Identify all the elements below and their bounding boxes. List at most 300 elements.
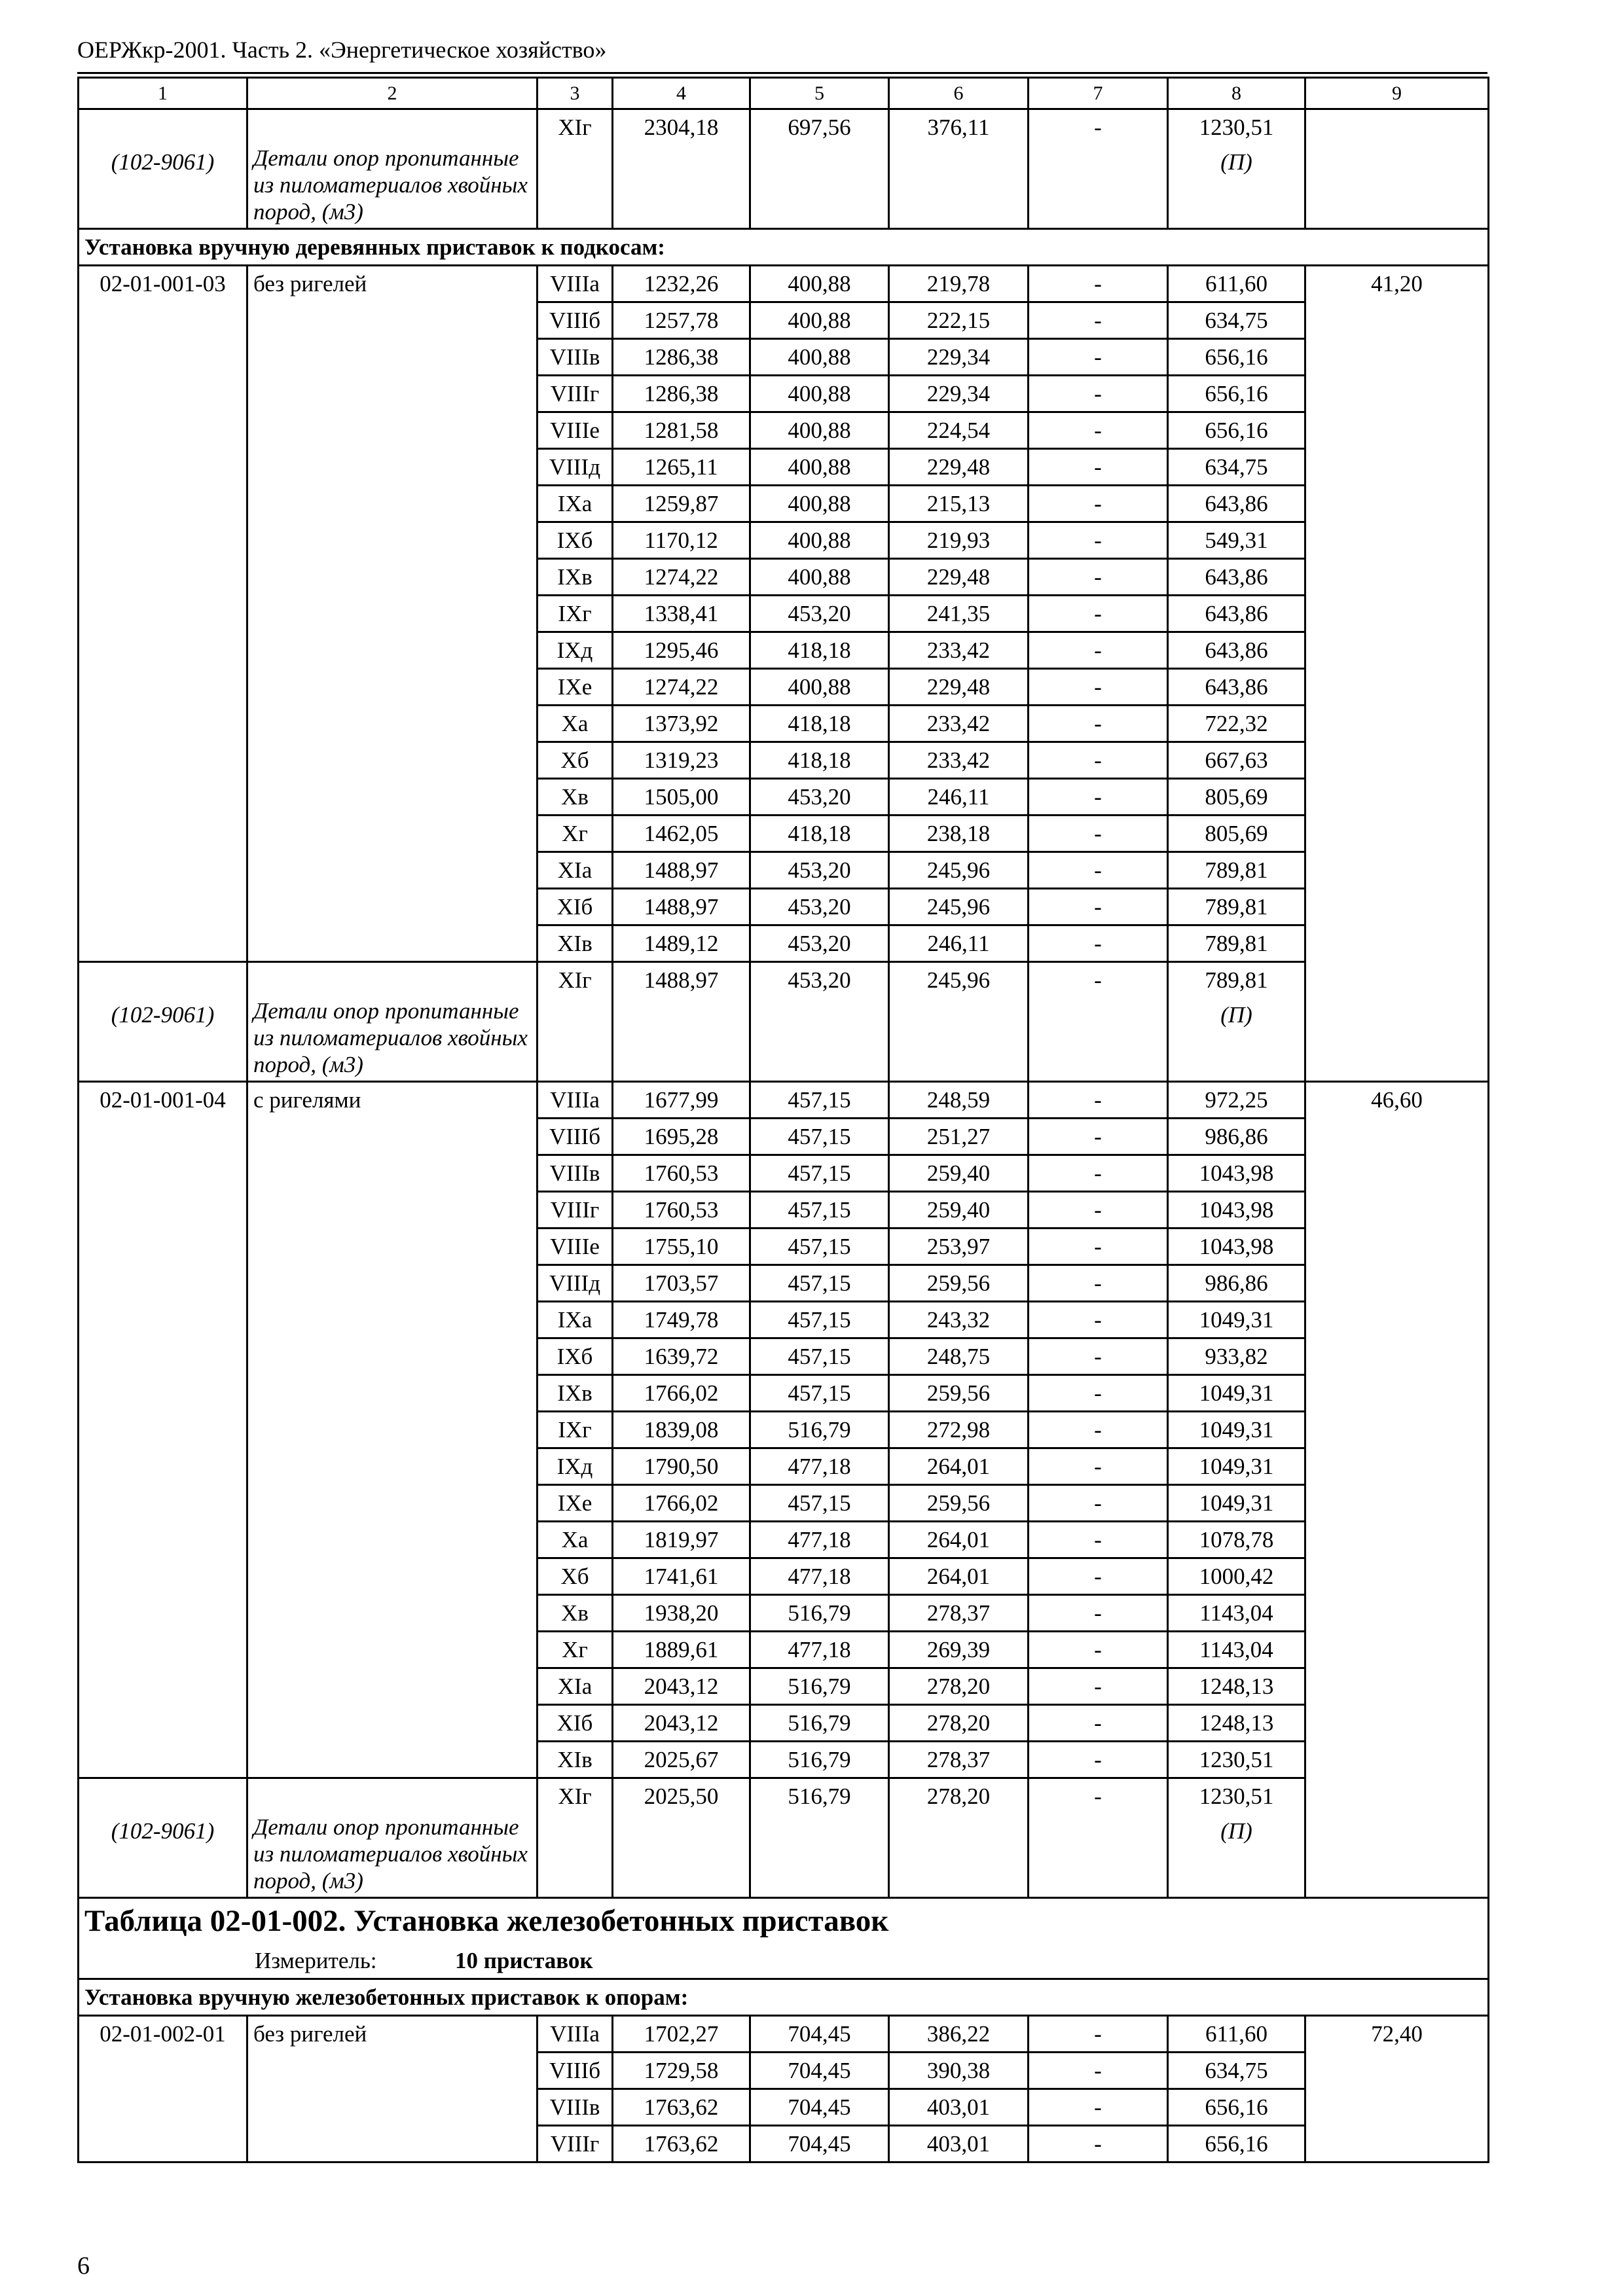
top-v5: 697,56 [750, 109, 889, 229]
name-cell: с ригелями [247, 1082, 538, 1778]
column-number: 5 [750, 78, 889, 109]
value-col7: - [1029, 1082, 1168, 1119]
value-col8: 722,32 [1168, 706, 1305, 742]
zone-cell: Xа [538, 1522, 613, 1558]
value-col5: 400,88 [750, 302, 889, 339]
value-col6: 259,40 [889, 1192, 1029, 1229]
value-col8: 634,75 [1168, 449, 1305, 486]
value-col5: 418,18 [750, 632, 889, 669]
value-col7: - [1029, 1705, 1168, 1742]
zone-cell: VIIIг [538, 2126, 613, 2162]
material-name-text: Детали опор пропитанные из пиломатериалов хвойных пород, (м3) [253, 1814, 528, 1893]
value-col4: 1639,72 [613, 1338, 750, 1375]
value-col6: 259,56 [889, 1485, 1029, 1522]
value-col8: 1078,78 [1168, 1522, 1305, 1558]
value-col6: 229,48 [889, 559, 1029, 596]
value-col4: 1505,00 [613, 779, 750, 816]
value-col4: 1488,97 [613, 852, 750, 889]
value-col8: 656,16 [1168, 339, 1305, 376]
value-col6: 278,20 [889, 1705, 1029, 1742]
column-number: 4 [613, 78, 750, 109]
value-col6: 278,20 [889, 1668, 1029, 1705]
value-col7: - [1029, 1412, 1168, 1448]
value-col7: - [1029, 1229, 1168, 1265]
value-col5: 477,18 [750, 1522, 889, 1558]
zone-cell: IXд [538, 632, 613, 669]
value-col5: 400,88 [750, 522, 889, 559]
measure-row [79, 1943, 1489, 1979]
value-col4: 1938,20 [613, 1595, 750, 1632]
value-col4: 1295,46 [613, 632, 750, 669]
value-col6: 222,15 [889, 302, 1029, 339]
value-col7: - [1029, 1302, 1168, 1338]
zone-cell: VIIIб [538, 2053, 613, 2089]
value-col5: 453,20 [750, 779, 889, 816]
section-heading-row [79, 229, 1489, 266]
value-col4: 1170,12 [613, 522, 750, 559]
table-title-row [79, 1898, 1489, 1944]
measure-value: 10 приставок [455, 1948, 593, 1973]
value-col5: 400,88 [750, 266, 889, 302]
value-col8: 611,60 [1168, 266, 1305, 302]
value-col7: - [1029, 2089, 1168, 2126]
value-col6: 403,01 [889, 2126, 1029, 2162]
value-col6: 269,39 [889, 1632, 1029, 1668]
value-col4: 1766,02 [613, 1485, 750, 1522]
material-name [247, 1778, 538, 1898]
zone-cell: VIIIд [538, 449, 613, 486]
table-row [79, 266, 1489, 302]
top-v4: 2304,18 [613, 109, 750, 229]
value-col4: 1749,78 [613, 1302, 750, 1338]
table-row [79, 109, 1489, 229]
zone-cell: IXв [538, 1375, 613, 1412]
value-col6: 229,48 [889, 669, 1029, 706]
zone-cell: IXв [538, 559, 613, 596]
value-col7: - [1029, 486, 1168, 522]
value-col7: - [1029, 779, 1168, 816]
value-col4: 1790,50 [613, 1448, 750, 1485]
value-col7: - [1029, 2016, 1168, 2053]
value-col5: 457,15 [750, 1082, 889, 1119]
value-col4: 1695,28 [613, 1119, 750, 1155]
name-cell: без ригелей [247, 266, 538, 962]
value-col4: 1274,22 [613, 669, 750, 706]
value-col7: - [1029, 632, 1168, 669]
value-col7: - [1029, 925, 1168, 962]
value-col4: 1766,02 [613, 1375, 750, 1412]
value-col6: 246,11 [889, 925, 1029, 962]
value-col5: 457,15 [750, 1155, 889, 1192]
value-col6: 219,78 [889, 266, 1029, 302]
table-row [79, 2016, 1489, 2053]
value-col4: 1286,38 [613, 339, 750, 376]
value-col6: 264,01 [889, 1448, 1029, 1485]
value-col6: 403,01 [889, 2089, 1029, 2126]
value-col8: 1049,31 [1168, 1485, 1305, 1522]
value-col5: 457,15 [750, 1265, 889, 1302]
value-col7: - [1029, 742, 1168, 779]
material-code-text: (102-9061) [111, 1818, 215, 1844]
value-col4: 1257,78 [613, 302, 750, 339]
column-number: 8 [1168, 78, 1305, 109]
zone-cell: VIIIв [538, 339, 613, 376]
value-col7: - [1029, 1632, 1168, 1668]
value-col7: - [1029, 302, 1168, 339]
value-col5: 418,18 [750, 816, 889, 852]
value-col7: - [1029, 669, 1168, 706]
zone-cell: IXе [538, 669, 613, 706]
value-col4: 1274,22 [613, 559, 750, 596]
value-col9 [1305, 109, 1489, 229]
value-col6: 224,54 [889, 412, 1029, 449]
value-col5: 453,20 [750, 962, 889, 1082]
value-col6: 238,18 [889, 816, 1029, 852]
value-col4: 1703,57 [613, 1265, 750, 1302]
value-col7: - [1029, 266, 1168, 302]
code-cell: 02-01-002-01 [79, 2016, 247, 2162]
value-col4: 1286,38 [613, 376, 750, 412]
column-number: 2 [247, 78, 538, 109]
value-col7: - [1029, 1668, 1168, 1705]
value-col7: - [1029, 522, 1168, 559]
table-row [79, 1082, 1489, 1119]
page-header: ОЕРЖкр-2001. Часть 2. «Энергетическое хозяйство» [77, 37, 607, 63]
value-col8: 1049,31 [1168, 1412, 1305, 1448]
value-col5: 704,45 [750, 2126, 889, 2162]
value-col7: - [1029, 706, 1168, 742]
value-col5: 418,18 [750, 742, 889, 779]
zone-cell: XIв [538, 1742, 613, 1778]
header-rule [77, 72, 1487, 74]
value-col6: 272,98 [889, 1412, 1029, 1448]
value-col4: 2025,67 [613, 1742, 750, 1778]
value-col8: 643,86 [1168, 596, 1305, 632]
value-col6: 229,34 [889, 339, 1029, 376]
column-number: 7 [1029, 78, 1168, 109]
value-col4: 2025,50 [613, 1778, 750, 1898]
value-col5: 400,88 [750, 559, 889, 596]
zone-cell: VIIIа [538, 2016, 613, 2053]
zone-cell: VIIIд [538, 1265, 613, 1302]
value-col8: 1049,31 [1168, 1302, 1305, 1338]
value-col5: 457,15 [750, 1229, 889, 1265]
zone-cell: XIб [538, 1705, 613, 1742]
value-col7: - [1029, 1448, 1168, 1485]
value-col8: 656,16 [1168, 2089, 1305, 2126]
zone-cell: Xв [538, 779, 613, 816]
value-col8: 643,86 [1168, 669, 1305, 706]
value-col5: 400,88 [750, 486, 889, 522]
value-col7: - [1029, 2053, 1168, 2089]
zone-cell: XIб [538, 889, 613, 925]
material-name-text: Детали опор пропитанные из пиломатериалов хвойных пород, (м3) [253, 145, 528, 224]
zone-cell: VIIIг [538, 376, 613, 412]
value-col5: 516,79 [750, 1668, 889, 1705]
zone-cell: VIIIв [538, 1155, 613, 1192]
value-col6: 253,97 [889, 1229, 1029, 1265]
value-col7: - [1029, 962, 1168, 1082]
column-number-row [79, 78, 1489, 109]
value-col8: 634,75 [1168, 302, 1305, 339]
value-col4: 1232,26 [613, 266, 750, 302]
value-col6: 233,42 [889, 706, 1029, 742]
zone-cell: Xб [538, 1558, 613, 1595]
zone-cell: Xг [538, 816, 613, 852]
value-col4: 1760,53 [613, 1155, 750, 1192]
value-col7: - [1029, 1485, 1168, 1522]
value-col6: 251,27 [889, 1119, 1029, 1155]
code-cell: 02-01-001-04 [79, 1082, 247, 1778]
value-col5: 457,15 [750, 1338, 889, 1375]
value-col8: 1248,13 [1168, 1705, 1305, 1742]
zone-cell: IXд [538, 1448, 613, 1485]
zone-cell: VIIIв [538, 2089, 613, 2126]
value-col4: 2043,12 [613, 1668, 750, 1705]
value-col5: 516,79 [750, 1595, 889, 1632]
value-col7: - [1029, 1338, 1168, 1375]
value-col5: 516,79 [750, 1705, 889, 1742]
value-col8: 933,82 [1168, 1338, 1305, 1375]
value-col5: 477,18 [750, 1632, 889, 1668]
value-col7: - [1029, 376, 1168, 412]
value-col8-text: 1230,51 [1199, 1784, 1274, 1809]
measure-label: Измеритель: [255, 1948, 377, 1973]
value-col8-text: 789,81 [1205, 967, 1268, 993]
section-heading: Установка вручную железобетонных приставок к опорам: [79, 1979, 1489, 2016]
value-col4: 1265,11 [613, 449, 750, 486]
measure-cell [79, 1943, 1489, 1979]
value-col5: 400,88 [750, 376, 889, 412]
zone-cell: IXб [538, 522, 613, 559]
value-col8: 1230,51 [1168, 1742, 1305, 1778]
value-col9: 41,20 [1305, 266, 1489, 1082]
value-col8: 805,69 [1168, 816, 1305, 852]
value-col5: 400,88 [750, 669, 889, 706]
value-col6: 264,01 [889, 1558, 1029, 1595]
value-col7: - [1029, 1595, 1168, 1632]
value-col7: - [1029, 449, 1168, 486]
value-col6: 248,75 [889, 1338, 1029, 1375]
zone-cell: Xа [538, 706, 613, 742]
rates-table [77, 77, 1489, 2163]
zone-cell: XIа [538, 1668, 613, 1705]
value-col4: 1819,97 [613, 1522, 750, 1558]
value-col7: - [1029, 1778, 1168, 1898]
value-col5: 704,45 [750, 2016, 889, 2053]
value-col5: 457,15 [750, 1485, 889, 1522]
zone-cell: XIа [538, 852, 613, 889]
value-col4: 1763,62 [613, 2126, 750, 2162]
value-col8: 1043,98 [1168, 1155, 1305, 1192]
value-col5: 457,15 [750, 1119, 889, 1155]
zone-cell: VIIIб [538, 1119, 613, 1155]
value-col5: 453,20 [750, 596, 889, 632]
section-heading: Установка вручную деревянных приставок к подкосам: [79, 229, 1489, 266]
value-col5: 418,18 [750, 706, 889, 742]
price-note: (П) [1220, 149, 1252, 175]
value-col8: 1043,98 [1168, 1229, 1305, 1265]
value-col8: 972,25 [1168, 1082, 1305, 1119]
value-col7: - [1029, 1375, 1168, 1412]
rates-table-body [79, 78, 1489, 2162]
value-col6: 264,01 [889, 1522, 1029, 1558]
value-col7: - [1029, 852, 1168, 889]
value-col8: 656,16 [1168, 376, 1305, 412]
value-col8: 986,86 [1168, 1265, 1305, 1302]
top-v6: 376,11 [889, 109, 1029, 229]
value-col6: 390,38 [889, 2053, 1029, 2089]
value-col8: 1248,13 [1168, 1668, 1305, 1705]
value-col4: 1889,61 [613, 1632, 750, 1668]
material-code [79, 962, 247, 1082]
value-col5: 704,45 [750, 2053, 889, 2089]
value-col8: 643,86 [1168, 559, 1305, 596]
zone-cell: VIIIе [538, 412, 613, 449]
value-col4: 1338,41 [613, 596, 750, 632]
value-col5: 400,88 [750, 449, 889, 486]
zone-cell: Xв [538, 1595, 613, 1632]
value-col7: - [1029, 889, 1168, 925]
value-col8: 643,86 [1168, 486, 1305, 522]
value-col6: 278,37 [889, 1595, 1029, 1632]
value-col8: 667,63 [1168, 742, 1305, 779]
value-col4: 1281,58 [613, 412, 750, 449]
section-heading-row [79, 1979, 1489, 2016]
value-col8: 789,81 [1168, 852, 1305, 889]
top-v7: - [1029, 109, 1168, 229]
value-col8: 656,16 [1168, 2126, 1305, 2162]
zone-cell: VIIIа [538, 266, 613, 302]
code-cell: 02-01-001-03 [79, 266, 247, 962]
value-col6: 386,22 [889, 2016, 1029, 2053]
value-col4: 1763,62 [613, 2089, 750, 2126]
value-col6: 246,11 [889, 779, 1029, 816]
value-col6: 219,93 [889, 522, 1029, 559]
value-col6: 245,96 [889, 889, 1029, 925]
value-col8-text: 1230,51 [1199, 115, 1274, 140]
value-col4: 1259,87 [613, 486, 750, 522]
zone-cell: XIг [538, 962, 613, 1082]
value-col8: 611,60 [1168, 2016, 1305, 2053]
table-title: Таблица 02-01-002. Установка железобетонных приставок [79, 1898, 1489, 1944]
value-col4: 1741,61 [613, 1558, 750, 1595]
column-number: 1 [79, 78, 247, 109]
value-col4: 1462,05 [613, 816, 750, 852]
value-col4: 1839,08 [613, 1412, 750, 1448]
page-number: 6 [77, 2252, 90, 2280]
value-col8: 1049,31 [1168, 1375, 1305, 1412]
material-code [79, 1778, 247, 1898]
table-row [79, 1778, 1489, 1898]
zone-cell: XIг [538, 1778, 613, 1898]
value-col8 [1168, 109, 1305, 229]
value-col8 [1168, 1778, 1305, 1898]
value-col4: 1488,97 [613, 889, 750, 925]
value-col5: 516,79 [750, 1778, 889, 1898]
value-col5: 457,15 [750, 1302, 889, 1338]
zone-cell: Xг [538, 1632, 613, 1668]
value-col6: 215,13 [889, 486, 1029, 522]
zone-cell: IXг [538, 596, 613, 632]
value-col6: 245,96 [889, 962, 1029, 1082]
value-col5: 477,18 [750, 1558, 889, 1595]
value-col6: 259,56 [889, 1265, 1029, 1302]
value-col7: - [1029, 412, 1168, 449]
value-col7: - [1029, 1155, 1168, 1192]
zone-cell: VIIIе [538, 1229, 613, 1265]
value-col6: 259,56 [889, 1375, 1029, 1412]
value-col5: 400,88 [750, 412, 889, 449]
value-col7: - [1029, 1522, 1168, 1558]
value-col4: 1755,10 [613, 1229, 750, 1265]
value-col5: 477,18 [750, 1448, 889, 1485]
value-col8: 1049,31 [1168, 1448, 1305, 1485]
column-number: 9 [1305, 78, 1489, 109]
value-col4: 1489,12 [613, 925, 750, 962]
zone-cell: VIIIа [538, 1082, 613, 1119]
zone-cell: IXа [538, 486, 613, 522]
value-col5: 457,15 [750, 1192, 889, 1229]
price-note: (П) [1220, 1002, 1252, 1028]
zone-cell: IXб [538, 1338, 613, 1375]
value-col6: 229,34 [889, 376, 1029, 412]
value-col7: - [1029, 559, 1168, 596]
value-col5: 400,88 [750, 339, 889, 376]
value-col6: 241,35 [889, 596, 1029, 632]
value-col6: 243,32 [889, 1302, 1029, 1338]
value-col4: 1760,53 [613, 1192, 750, 1229]
value-col9: 72,40 [1305, 2016, 1489, 2162]
material-code-text: (102-9061) [111, 1002, 215, 1028]
value-col9: 46,60 [1305, 1082, 1489, 1898]
value-col6: 278,20 [889, 1778, 1029, 1898]
zone-cell: IXа [538, 1302, 613, 1338]
value-col7: - [1029, 1119, 1168, 1155]
value-col8: 986,86 [1168, 1119, 1305, 1155]
value-col6: 278,37 [889, 1742, 1029, 1778]
value-col8: 1000,42 [1168, 1558, 1305, 1595]
zone-cell: XIв [538, 925, 613, 962]
name-cell: без ригелей [247, 2016, 538, 2162]
value-col4: 1729,58 [613, 2053, 750, 2089]
value-col7: - [1029, 1192, 1168, 1229]
material-name [247, 962, 538, 1082]
column-number: 6 [889, 78, 1029, 109]
value-col8: 805,69 [1168, 779, 1305, 816]
material-code-text: (102-9061) [111, 149, 215, 175]
value-col8: 549,31 [1168, 522, 1305, 559]
value-col5: 704,45 [750, 2089, 889, 2126]
zone-cell: Xб [538, 742, 613, 779]
zone-cell: IXг [538, 1412, 613, 1448]
value-col4: 1702,27 [613, 2016, 750, 2053]
top-zone: XIг [538, 109, 613, 229]
value-col7: - [1029, 1558, 1168, 1595]
value-col5: 516,79 [750, 1412, 889, 1448]
value-col7: - [1029, 2126, 1168, 2162]
value-col4: 1319,23 [613, 742, 750, 779]
value-col8: 656,16 [1168, 412, 1305, 449]
value-col8: 1143,04 [1168, 1632, 1305, 1668]
value-col4: 1677,99 [613, 1082, 750, 1119]
value-col6: 233,42 [889, 632, 1029, 669]
value-col5: 453,20 [750, 889, 889, 925]
value-col7: - [1029, 339, 1168, 376]
zone-cell: VIIIг [538, 1192, 613, 1229]
material-code [79, 109, 247, 229]
value-col8: 789,81 [1168, 889, 1305, 925]
